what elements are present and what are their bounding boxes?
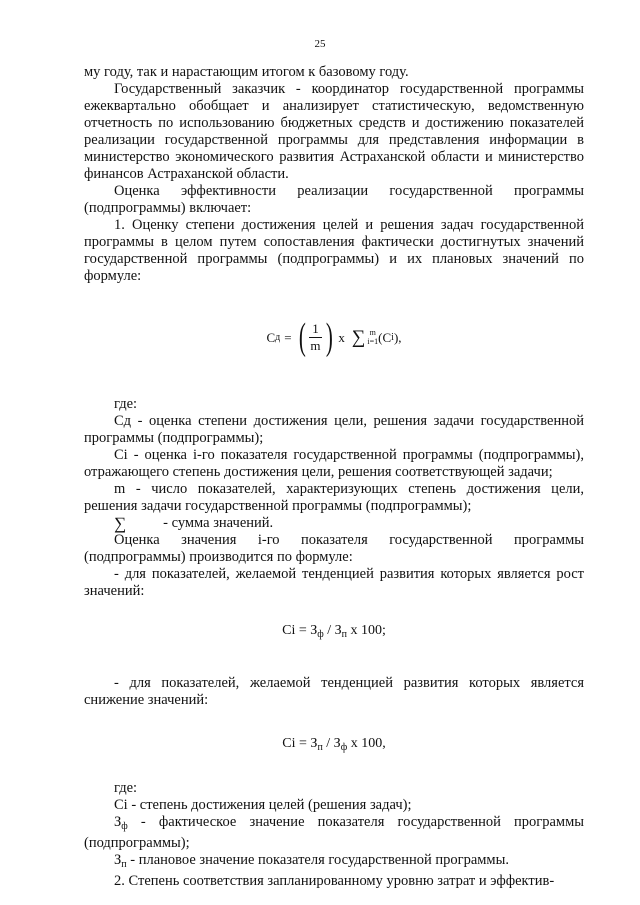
sum-upper-limit: m xyxy=(369,328,376,337)
formula-cd-term-close: ), xyxy=(393,329,402,345)
sum-symbol: ∑ xyxy=(351,326,366,348)
formula-cd-open-paren: ( xyxy=(298,316,306,358)
formula-ci-growth-tail: х 100; xyxy=(347,623,386,638)
definition-ci: Ci - оценка i-го показателя государственной программы (подпрограммы), отражающего степень достижения цели, решения соответствующей задачи; xyxy=(84,447,584,480)
formula-ci-growth xyxy=(84,622,584,643)
paragraph-item-2: 2. Степень соответствия запланированному уровню затрат и эффектив- xyxy=(114,873,555,889)
definition-cd: Сд - оценка степени достижения цели, решения задачи государственной программы (подпрограммы); xyxy=(84,413,584,446)
definition-sum-text: - сумма значений. xyxy=(163,515,274,531)
definition-zf-text: - фактическое значение показателя государственной программы (подпрограммы); xyxy=(84,814,584,851)
zf-symbol: З xyxy=(114,814,122,830)
fraction-numerator: 1 xyxy=(309,321,322,338)
where-label-2: где: xyxy=(114,780,138,796)
formula-ci-growth-sub2: п xyxy=(341,629,347,640)
formula-ci-growth-sub1: ф xyxy=(317,629,324,640)
paragraph-item-1: 1. Оценку степени достижения целей и решения задач государственной программы в целом путем сопоставления фактически достигнутых значений государственной программы (подпрограммы) и их плановых значений по формуле: xyxy=(84,217,584,284)
paragraph-decline-case: - для показателей, желаемой тенденцией развития которых является снижение значений: xyxy=(84,675,584,708)
zp-symbol: З xyxy=(114,852,122,868)
formula-ci-decline-sub2: ф xyxy=(340,742,348,753)
formula-ci-growth-mid: / З xyxy=(323,623,342,638)
definition-ci-degree: Ci - степень достижения целей (решения задач); xyxy=(114,797,412,813)
fraction-denominator: m xyxy=(310,337,321,353)
formula-cd-fraction xyxy=(309,321,322,354)
formula-cd-lhs: C xyxy=(266,329,276,345)
document-body xyxy=(84,64,584,890)
formula-cd-close-paren: ) xyxy=(325,316,333,358)
paragraph-growth-case: - для показателей, желаемой тенденцией развития которых является рост значений: xyxy=(84,566,584,599)
formula-ci-decline-sub1: п xyxy=(317,742,323,753)
definition-zp-text: - плановое значение показателя государственной программы. xyxy=(130,852,509,868)
paragraph-customer-coordinator: Государственный заказчик - координатор государственной программы ежеквартально обобщает и анализирует статистическую, ведомственную отчетность по использованию бюджетных средств и достижению показателей реализации государственной программы для представления информации в министерство экономического развития Астраханской области и министерство финансов Астраханской области. xyxy=(84,81,584,182)
where-label-1: где: xyxy=(114,396,138,412)
paragraph-continuation: му году, так и нарастающим итогом к базовому году. xyxy=(84,64,409,80)
formula-ci-decline-tail: х 100, xyxy=(347,736,386,751)
formula-cd-lhs-sub: д xyxy=(275,331,281,343)
formula-ci-decline-mid: / З xyxy=(322,736,341,751)
definition-zp xyxy=(84,852,584,873)
paragraph-ci-formula-intro: Оценка значения i-го показателя государственной программы (подпрограммы) производится по формуле: xyxy=(84,532,584,565)
formula-cd-times: x xyxy=(338,329,345,345)
formula-ci-decline-lhs: Ci = З xyxy=(282,736,318,751)
formula-ci-growth-lhs: Ci = З xyxy=(282,623,318,638)
page-number: 25 xyxy=(314,38,326,50)
paragraph-efficiency-assessment: Оценка эффективности реализации государственной программы (подпрограммы) включает: xyxy=(84,183,584,216)
definition-m: m - число показателей, характеризующих степень достижения цели, решения задачи государственной программы (подпрограммы); xyxy=(84,481,584,514)
definition-sum xyxy=(84,515,584,532)
formula-cd-term-sub: i xyxy=(391,331,394,343)
sigma-symbol: ∑ xyxy=(114,514,127,533)
formula-cd-term: (C xyxy=(378,329,392,345)
formula-cd xyxy=(84,311,584,363)
zf-symbol-sub: ф xyxy=(121,821,128,832)
sum-lower-limit: i=1 xyxy=(367,337,379,346)
zp-symbol-sub: п xyxy=(121,859,127,870)
definition-zf xyxy=(84,814,584,852)
sum-limits xyxy=(367,328,378,346)
formula-ci-decline xyxy=(84,735,584,756)
formula-cd-equals: = xyxy=(284,329,292,345)
